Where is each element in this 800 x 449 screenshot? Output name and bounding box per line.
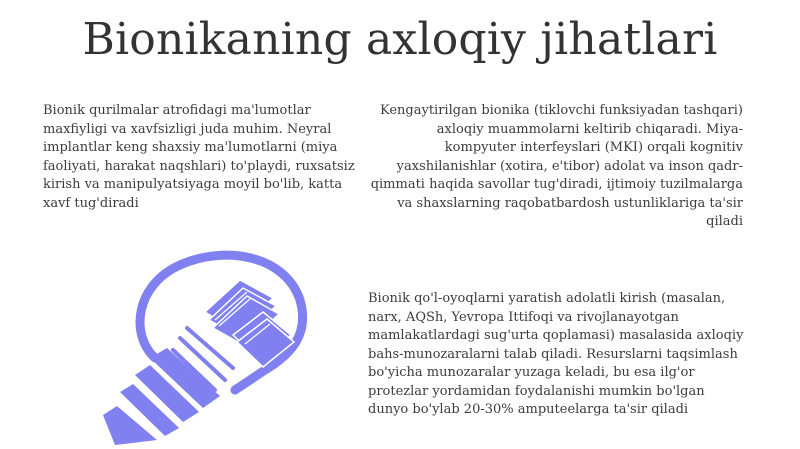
paragraph-fair-access: Bionik qo'l-oyoqlarni yaratish adolatli kirish (masalan, narx, AQSh, Yevropa Ittifoqi va rivojlanayotgan mamlakatlardagi sug'urta qoplamasi) masalasida axloqiy bahs-munozaralarni talab qiladi. Resurslarni taqsimlash bo'yicha munozaralar yuzaga keladi, bu esa ilg'or protezlar yordamidan foydalanishi mumkin bo'lgan dunyo bo'ylab 20-30% amputeelarga ta'sir qiladi (368, 291, 744, 417)
paragraph-data-privacy: Bionik qurilmalar atrofidagi ma'lumotlar maxfiyligi va xavfsizligi juda muhim. Neyral implantlar keng shaxsiy ma'lumotlarni (miya faoliyati, harakat naqshlari) to'playdi, ruxsatsiz kirish va manipulyatsiyaga moyil bo'lib, katta xavf tug'diradi (43, 103, 355, 211)
slide-title: Bionikaning axloqiy jihatlari (82, 14, 718, 65)
lightbulb-book-icon (95, 240, 325, 445)
paragraph-enhanced-bionics: Kengaytirilgan bionika (tiklovchi funksiyadan tashqari) axloqiy muammolarni keltirib chiqaradi. Miya-kompyuter interfeyslari (MKI) orqali kognitiv yaxshilanishlar (xotira, e'tibor) adolat va inson qadr-qimmati haqida savollar tug'diradi, ijtimoiy tuzilmalarga va shaxslarning raqobatbardosh ustunliklariga ta'sir qiladi (370, 103, 743, 229)
